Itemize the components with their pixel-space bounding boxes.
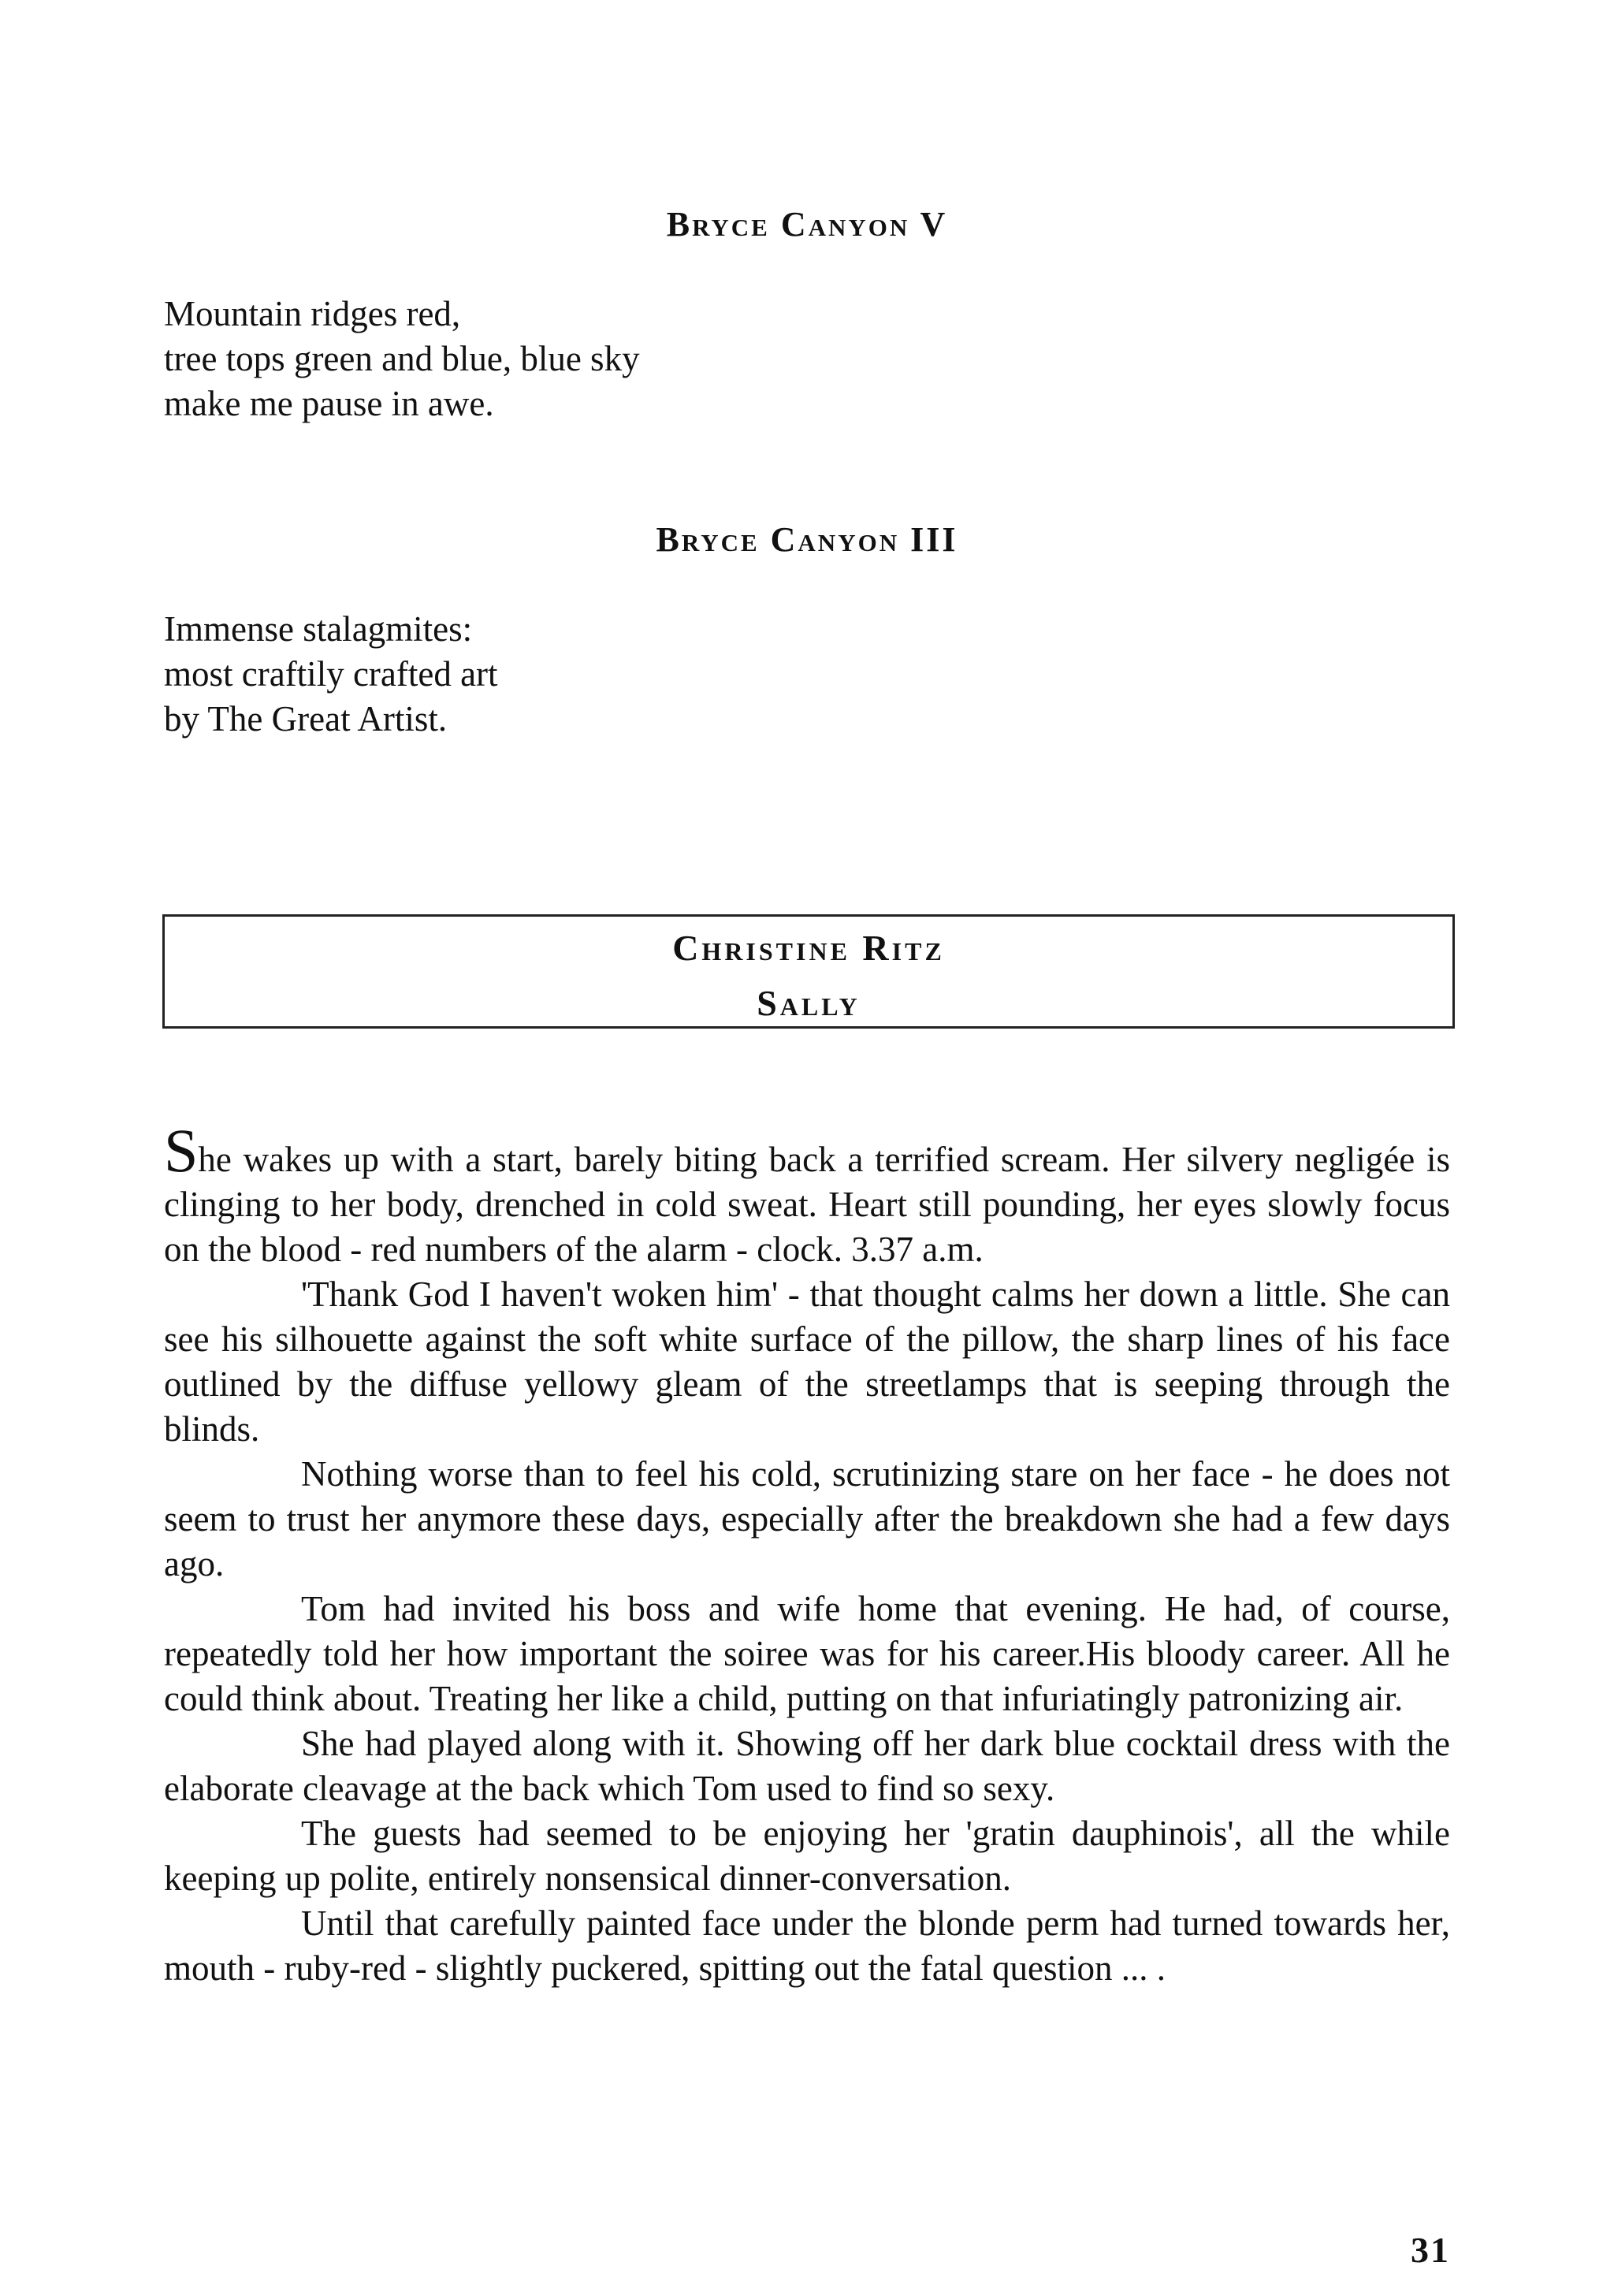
story-paragraph: The guests had seemed to be enjoying her 'gratin dauphinois', all the while keeping up polite, entirely nonsensical dinner-conversation. [164, 1814, 1450, 1898]
story-body [164, 1116, 1450, 1991]
story-paragraph: Tom had invited his boss and wife home that evening. He had, of course, repeatedly told her how important the soiree was for his career.His bloody career. All he could think about. Treating her like a child, putting on that infuriatingly patronizing air. [164, 1589, 1450, 1718]
poem-line: make me pause in awe. [164, 384, 494, 423]
poem-line: Mountain ridges red, [164, 294, 461, 333]
drop-cap: S [164, 1116, 199, 1185]
story-header-box [162, 914, 1455, 1029]
story-paragraph: Until that carefully painted face under the blonde perm had turned towards her, mouth - ruby-red - slightly puckered, spitting out the fatal question ... . [164, 1903, 1450, 1988]
story-paragraph: Nothing worse than to feel his cold, scrutinizing stare on her face - he does not seem to trust her anymore these days, especially after the breakdown she had a few days ago. [164, 1454, 1450, 1583]
page-number: 31 [1411, 2230, 1450, 2270]
poem-title: Bryce Canyon III [656, 520, 958, 559]
story-paragraph [164, 1116, 1450, 1272]
poem-line: most craftily crafted art [164, 654, 498, 694]
poem-title: Bryce Canyon V [666, 205, 948, 244]
paragraph-text: he wakes up with a start, barely biting back a terrified scream. Her silvery negligée is clinging to her body, drenched in cold sweat. Heart still pounding, her eyes slowly focus on the blood - red numbers of the alarm - clock. 3.37 a.m. [164, 1140, 1450, 1269]
poem-line: tree tops green and blue, blue sky [164, 339, 640, 378]
story-title: Sally [757, 983, 861, 1023]
poem-body [164, 607, 873, 742]
story-paragraph: She had played along with it. Showing off her dark blue cocktail dress with the elaborate cleavage at the back which Tom used to find so sexy. [164, 1724, 1450, 1808]
poem-line: by The Great Artist. [164, 699, 448, 739]
poem-line: Immense stalagmites: [164, 609, 473, 649]
poem-body [164, 292, 873, 426]
story-author: Christine Ritz [672, 928, 945, 968]
story-paragraph: 'Thank God I haven't woken him' - that thought calms her down a little. She can see his silhouette against the soft white surface of the pillow, the sharp lines of his face outlined by the diffuse yellowy gleam of the streetlamps that is seeping through the blinds. [164, 1275, 1450, 1449]
